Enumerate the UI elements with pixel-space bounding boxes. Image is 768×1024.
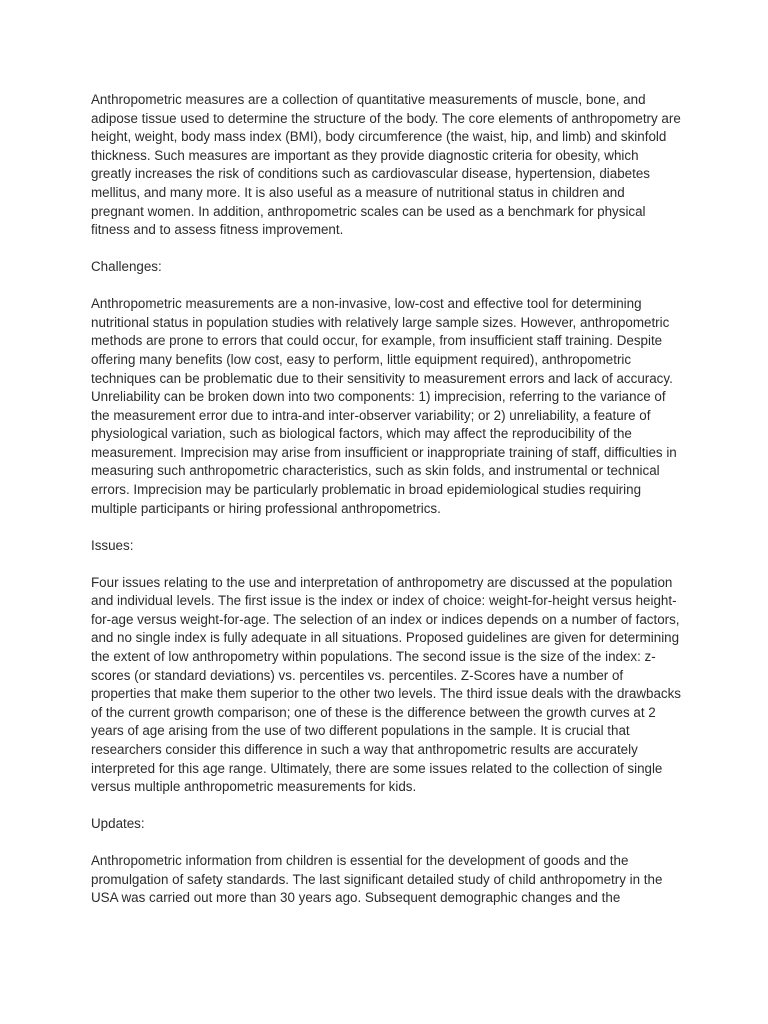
section-heading-updates: Updates: (91, 816, 145, 832)
issues-paragraph: Four issues relating to the use and interpretation of anthropometry are discussed at the population and individual levels. The first issue is the index or index of choice: weight-for-height versus height-for-age versus weight-for-age. The selection of an index or indices depends on a number of factors, and no single index is fully adequate in all situations. Proposed guidelines are given for determining the extent of low anthropometry within populations. The second issue is the size of the index: z-scores (or standard deviations) vs. percentiles vs. percentiles. Z-Scores have a number of properties that make them superior to the other two levels. The third issue deals with the drawbacks of the current growth comparison; one of these is the difference between the growth curves at 2 years of age arising from the use of two different populations in the sample. It is crucial that researchers consider this difference in such a way that anthropometric results are accurately interpreted for this age range. Ultimately, there are some issues related to the collection of single versus multiple anthropometric measurements for kids. (91, 574, 681, 795)
section-heading-challenges: Challenges: (91, 259, 162, 275)
document-body (91, 91, 681, 926)
updates-paragraph: Anthropometric information from children is essential for the development of goods and the promulgation of safety standards. The last significant detailed study of child anthropometry in the USA was carried out more than 30 years ago. Subsequent demographic changes and the (91, 853, 663, 906)
challenges-paragraph: Anthropometric measurements are a non-invasive, low-cost and effective tool for determining nutritional status in population studies with relatively large sample sizes. However, anthropometric methods are prone to errors that could occur, for example, from insufficient staff training. Despite offering many benefits (low cost, easy to perform, little equipment required), anthropometric techniques can be problematic due to their sensitivity to measurement errors and lack of accuracy. Unreliability can be broken down into two components: 1) imprecision, referring to the variance of the measurement error due to intra-and inter-observer variability; or 2) unreliability, a feature of physiological variation, such as biological factors, which may affect the reproducibility of the measurement. Imprecision may arise from insufficient or inappropriate training of staff, difficulties in measuring such anthropometric characteristics, such as skin folds, and instrumental or technical errors. Imprecision may be particularly problematic in broad epidemiological studies requiring multiple participants or hiring professional anthropometrics. (91, 296, 677, 516)
section-heading-issues: Issues: (91, 537, 134, 553)
intro-paragraph: Anthropometric measures are a collection of quantitative measurements of muscle, bone, and adipose tissue used to determine the structure of the body. The core elements of anthropometry are height, weight, body mass index (BMI), body circumference (the waist, hip, and limb) and skinfold thickness. Such measures are important as they provide diagnostic criteria for obesity, which greatly increases the risk of conditions such as cardiovascular disease, hypertension, diabetes mellitus, and many more. It is also useful as a measure of nutritional status in children and pregnant women. In addition, anthropometric scales can be used as a benchmark for physical fitness and to assess fitness improvement. (91, 92, 681, 238)
